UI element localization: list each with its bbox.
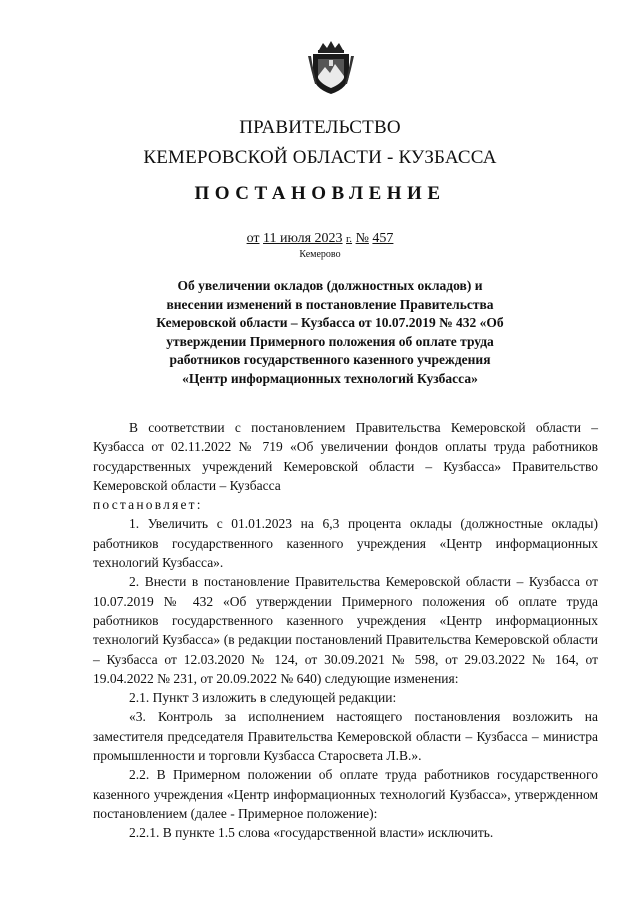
government-name-line2: КЕМЕРОВСКОЙ ОБЛАСТИ - КУЗБАССА (143, 147, 497, 168)
decree-date: 11 июля 2023 (263, 231, 343, 246)
year-suffix: г. (346, 233, 353, 245)
resolves-word: постановляет: (93, 497, 203, 513)
government-name-line1: ПРАВИТЕЛЬСТВО (239, 117, 401, 138)
item-2-1: 2.1. Пункт 3 изложить в следующей редакции: (129, 690, 397, 706)
item-2-2-1: 2.2.1. В пункте 1.5 слова «государственной власти» исключить. (129, 825, 494, 841)
decree-subject: Об увеличении окладов (должностных окладов) и внесении изменений в постановление Правительства Кемеровской области – Кузбасса от 10.07.2019 № 432 «Об утверждении Примерного положения об оплате труда работников государственного казенного учреждения «Центр информационных технологий Кузбасса» (156, 278, 504, 386)
city-name: Кемерово (299, 249, 341, 260)
item-2: 2. Внести в постановление Правительства Кемеровской области – Кузбасса от 10.07.2019 № 432 «Об утверждении Примерного положения об оплате труда работников государственного казенного учреждения «Центр информационных технологий Кузбасса» (в редакции постановлений Правительства Кемеровской области – Кузбасса от 12.03.2020 № 124, от 30.09.2021 № 598, от 29.03.2022 № 164, от 19.04.2022 № 231, от 20.09.2022 № 640) следующие изменения: (93, 574, 598, 686)
document-type-title: ПОСТАНОВЛЕНИЕ (194, 183, 446, 204)
decree-number: 457 (372, 231, 394, 246)
item-2-1-text: «3. Контроль за исполнением настоящего постановления возложить на заместителя председателя Правительства Кемеровской области – Кузбасса – министра промышленности и торговли Кузбасса Старосвета Л.В.». (93, 709, 598, 764)
number-prefix: № (355, 231, 369, 246)
preamble-paragraph: В соответствии с постановлением Правительства Кемеровской области – Кузбасса от 02.11.2022 № 719 «Об увеличении фондов оплаты труда работников государственных учреждений Кемеровской области – Кузбасса» Правительство Кемеровской области – Кузбасса (93, 420, 598, 493)
decree-body (93, 418, 598, 843)
item-2-2: 2.2. В Примерном положении об оплате труда работников государственного казенного учреждения «Центр информационных технологий Кузбасса», утвержденном постановлением (далее - Примерное положение): (93, 767, 598, 821)
coat-of-arms-emblem (307, 40, 355, 96)
decree-date-number (0, 231, 640, 247)
date-prefix: от (246, 231, 260, 246)
item-1: 1. Увеличить с 01.01.2023 на 6,3 процента оклады (должностные оклады) работников государственного казенного учреждения «Центр информационных технологий Кузбасса». (93, 516, 598, 571)
